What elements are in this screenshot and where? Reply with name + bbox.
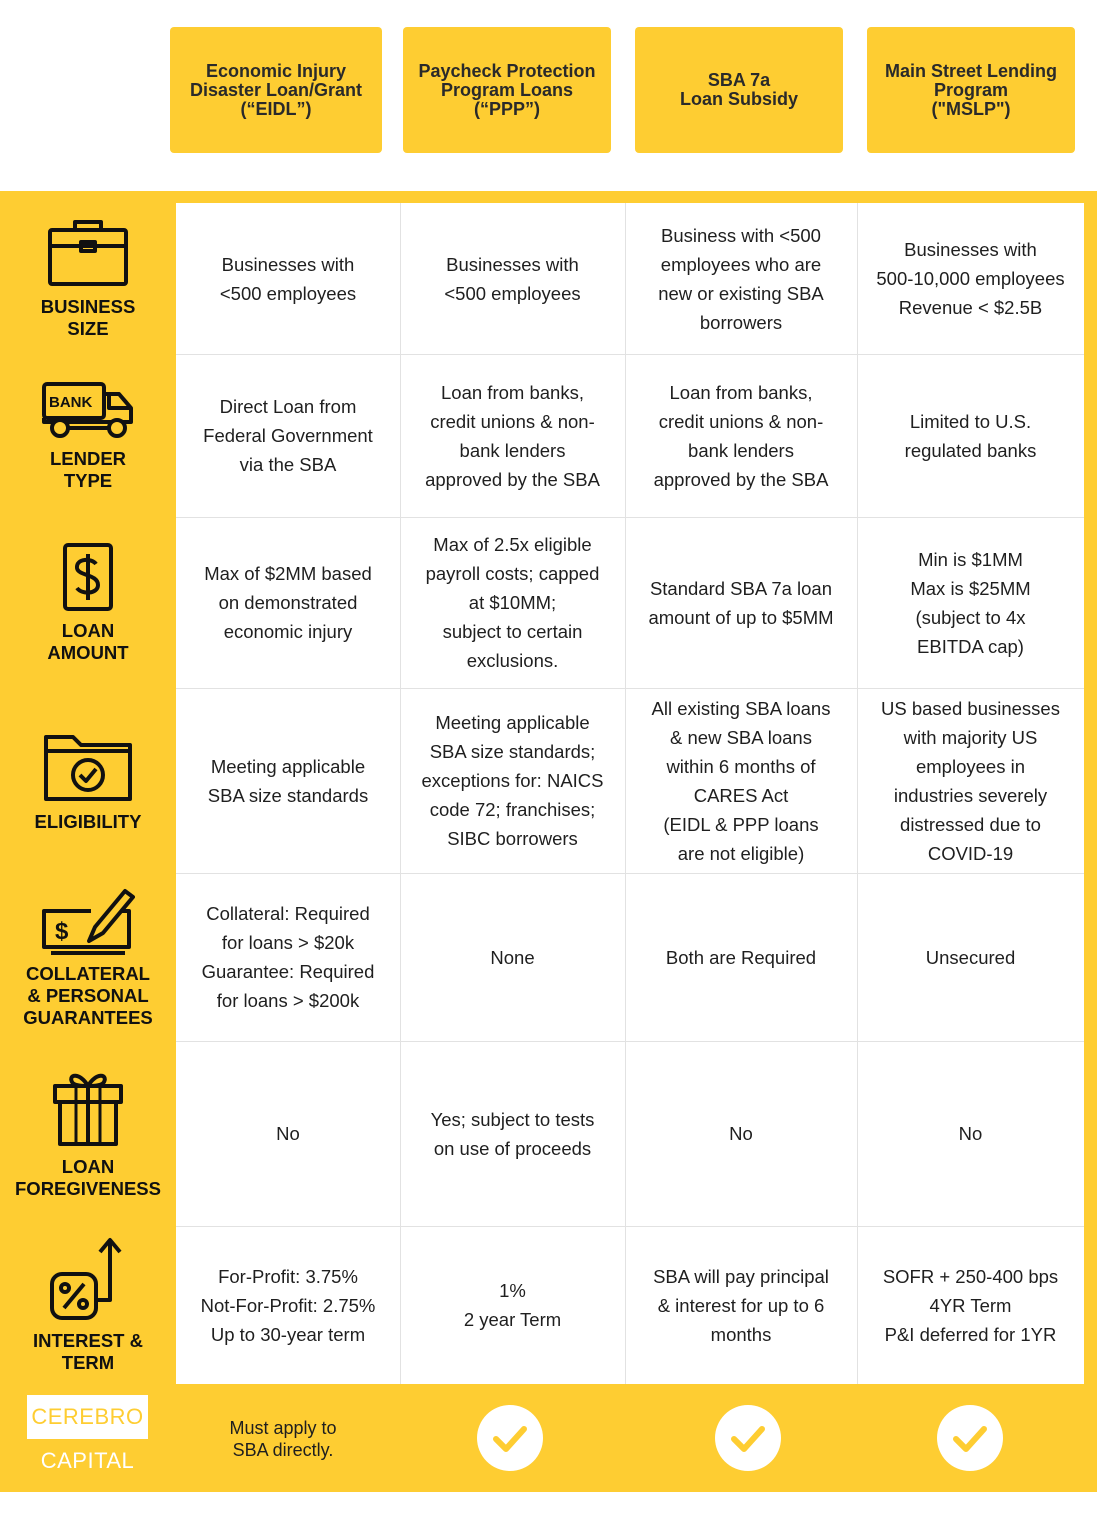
row-title: ELIGIBILITY <box>34 810 142 832</box>
cerebro-logo: CEREBRO <box>27 1395 148 1439</box>
row-label-loan-amount <box>0 517 176 688</box>
row-label-interest-term <box>0 1226 176 1384</box>
cell-eligibility-sba7a: All existing SBA loans & new SBA loans within 6 months of CARES Act (EIDL & PPP loans are not eligible) <box>651 697 831 864</box>
cell-eligibility-eidl: Meeting applicable SBA size standards <box>207 755 369 806</box>
dollar-sign: $ <box>55 918 69 945</box>
cell-forgiveness-ppp: Yes; subject to tests on use of proceeds <box>430 1108 595 1159</box>
row-title: COLLATERAL & PERSONAL GUARANTEES <box>23 963 153 1028</box>
cell-collateral-ppp: None <box>490 946 535 968</box>
column-header-ppp: Paycheck Protection Program Loans (“PPP”) <box>403 27 611 153</box>
cell-interest-ppp: 1% 2 year Term <box>463 1280 562 1330</box>
bank-icon-text: BANK <box>49 393 93 411</box>
cell-eligibility-ppp: Meeting applicable SBA size standards; exceptions for: NAICS code 72; franchises; SIBC borrowers <box>421 712 604 849</box>
cell-lender-type-ppp: Loan from banks, credit unions & non- bank lenders approved by the SBA <box>425 381 600 490</box>
cell-interest-sba7a: SBA will pay principal & interest for up to 6 months <box>653 1265 829 1345</box>
cell-lender-type-mslp: Limited to U.S. regulated banks <box>904 410 1037 461</box>
row-label-forgiveness <box>0 1041 176 1226</box>
row-title: LOAN FOREGIVENESS <box>15 1155 161 1199</box>
column-header-mslp: Main Street Lending Program ("MSLP") <box>867 27 1075 153</box>
briefcase-icon <box>47 218 129 288</box>
cell-collateral-sba7a: Both are Required <box>665 946 817 968</box>
checkmark-icon <box>937 1405 1003 1471</box>
row-label-lender-type <box>0 354 176 517</box>
cell-loan-amount-mslp: Min is $1MM Max is $25MM (subject to 4x EBITDA cap) <box>910 548 1031 657</box>
cell-loan-amount-eidl: Max of $2MM based on demonstrated economic injury <box>204 563 372 642</box>
checkmark-icon <box>477 1405 543 1471</box>
column-header-eidl: Economic Injury Disaster Loan/Grant (“EIDL”) <box>170 27 382 153</box>
row-title: LENDER TYPE <box>49 447 127 491</box>
cell-lender-type-sba7a: Loan from banks, credit unions & non- bank lenders approved by the SBA <box>653 381 829 490</box>
cell-eligibility-mslp: US based businesses with majority US employees in industries severely distressed due to COVID-19 <box>881 697 1060 864</box>
cell-interest-mslp: SOFR + 250-400 bps 4YR Term P&I deferred for 1YR <box>882 1265 1059 1345</box>
cell-interest-eidl: For-Profit: 3.75% Not-For-Profit: 2.75% Up to 30-year term <box>200 1265 376 1345</box>
percent-arrow-icon <box>46 1236 130 1322</box>
cell-collateral-eidl: Collateral: Required for loans > $20k Guarantee: Required for loans > $200k <box>201 903 375 1011</box>
cell-business-size-ppp: Businesses with <500 employees <box>444 253 581 304</box>
gift-icon <box>52 1068 124 1148</box>
row-label-collateral <box>0 873 176 1041</box>
cell-forgiveness-sba7a: No <box>729 1123 753 1144</box>
row-label-business-size <box>0 203 176 354</box>
folder-check-icon <box>43 729 133 803</box>
cell-forgiveness-mslp: No <box>958 1123 983 1144</box>
cell-lender-type-eidl: Direct Loan from Federal Government via the SBA <box>203 396 373 475</box>
cell-loan-amount-ppp: Max of 2.5x eligible payroll costs; capped at $10MM; subject to certain exclusions. <box>425 534 600 671</box>
row-title: BUSINESS SIZE <box>40 295 136 339</box>
column-header-sba7a: SBA 7a Loan Subsidy <box>635 27 843 153</box>
row-title: INTEREST & TERM <box>33 1330 143 1373</box>
cell-business-size-sba7a: Business with <500 employees who are new or existing SBA borrowers <box>658 224 824 333</box>
cell-collateral-mslp: Unsecured <box>925 946 1016 968</box>
cell-loan-amount-sba7a: Standard SBA 7a loan amount of up to $5MM <box>648 577 834 628</box>
row-title: LOAN AMOUNT <box>47 619 129 663</box>
checkmark-icon <box>715 1405 781 1471</box>
capital-logo-text: CAPITAL <box>40 1448 135 1473</box>
check-signing-icon <box>41 885 135 955</box>
cell-forgiveness-eidl: No <box>276 1123 300 1144</box>
cell-business-size-mslp: Businesses with 500-10,000 employees Revenue < $2.5B <box>876 239 1065 318</box>
row-label-eligibility <box>0 688 176 873</box>
dollar-bill-icon <box>62 542 114 612</box>
cell-business-size-eidl: Businesses with <500 employees <box>219 253 357 304</box>
eidl-apply-note: Must apply to SBA directly. <box>229 1418 337 1460</box>
bank-truck-icon <box>41 380 135 440</box>
